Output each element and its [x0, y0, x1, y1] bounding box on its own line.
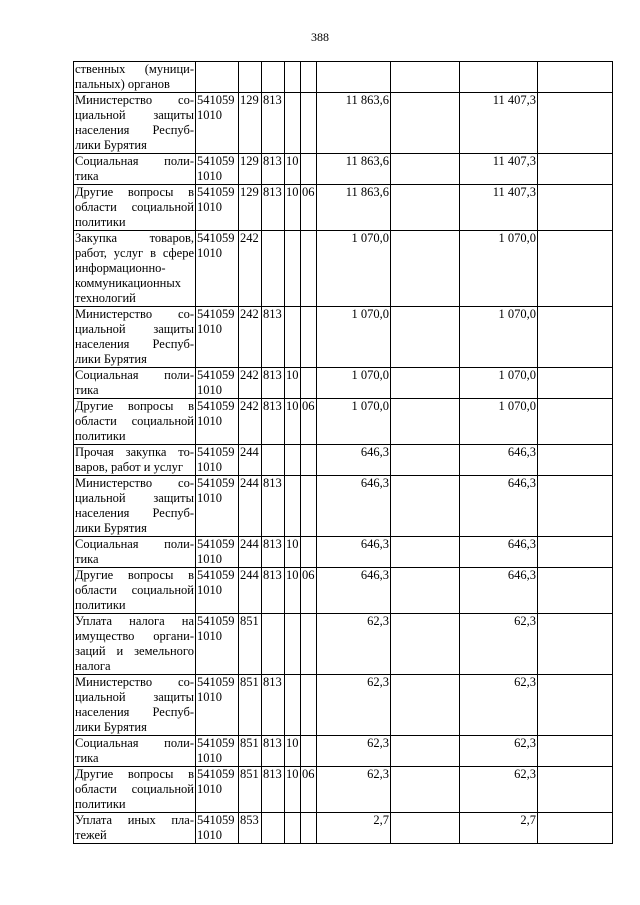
amount-cell-2 — [391, 93, 460, 154]
amount-cell-4 — [538, 537, 613, 568]
target-article-code-cell — [196, 62, 239, 93]
administrator-code-cell: 813 — [262, 568, 285, 614]
amount-cell-3: 11 407,3 — [460, 154, 538, 185]
section-code-cell: 10 — [285, 736, 301, 767]
row-name-cell: Закупка товаров, работ, услуг в сфере информационно-коммуникационных технологий — [75, 231, 194, 305]
row-name-cell: Другие вопросы в области социальной политики — [75, 767, 194, 811]
budget-table — [73, 61, 613, 844]
expense-type-code-cell: 851 — [239, 767, 262, 813]
row-name-cell: Другие вопросы в области социальной политики — [75, 185, 194, 229]
expense-type-code-cell: 851 — [239, 736, 262, 767]
amount-cell-2 — [391, 62, 460, 93]
section-code-cell — [285, 445, 301, 476]
table-row — [74, 154, 613, 185]
target-article-code-cell: 541059 1010 — [196, 231, 239, 307]
target-article-code-cell: 541059 1010 — [196, 614, 239, 675]
amount-cell-1: 646,3 — [317, 568, 391, 614]
amount-cell-3: 62,3 — [460, 767, 538, 813]
target-article-code-cell: 541059 1010 — [196, 736, 239, 767]
table-row — [74, 568, 613, 614]
row-name-cell: Уплата иных пла-тежей — [75, 813, 194, 842]
amount-cell-4 — [538, 767, 613, 813]
amount-cell-4 — [538, 614, 613, 675]
target-article-code-cell: 541059 1010 — [196, 568, 239, 614]
expense-type-code-cell: 851 — [239, 675, 262, 736]
table-row — [74, 614, 613, 675]
target-article-code-cell: 541059 1010 — [196, 445, 239, 476]
amount-cell-4 — [538, 62, 613, 93]
row-name-cell: Министерство со-циальной защиты населения Респуб-лики Бурятия — [75, 675, 194, 734]
amount-cell-4 — [538, 154, 613, 185]
administrator-code-cell: 813 — [262, 767, 285, 813]
row-name-cell: Социальная поли-тика — [75, 154, 194, 183]
table-row — [74, 399, 613, 445]
amount-cell-4 — [538, 476, 613, 537]
amount-cell-2 — [391, 568, 460, 614]
target-article-code-cell: 541059 1010 — [196, 399, 239, 445]
amount-cell-2 — [391, 231, 460, 307]
amount-cell-3: 11 407,3 — [460, 93, 538, 154]
administrator-code-cell — [262, 445, 285, 476]
amount-cell-4 — [538, 568, 613, 614]
subsection-code-cell — [301, 614, 317, 675]
amount-cell-1: 646,3 — [317, 537, 391, 568]
table-row — [74, 736, 613, 767]
expense-type-code-cell: 853 — [239, 813, 262, 844]
table-row — [74, 675, 613, 736]
section-code-cell: 10 — [285, 154, 301, 185]
section-code-cell: 10 — [285, 767, 301, 813]
page-number: 388 — [311, 30, 329, 44]
target-article-code-cell: 541059 1010 — [196, 813, 239, 844]
subsection-code-cell: 06 — [301, 767, 317, 813]
section-code-cell — [285, 93, 301, 154]
amount-cell-4 — [538, 185, 613, 231]
amount-cell-1: 2,7 — [317, 813, 391, 844]
section-code-cell: 10 — [285, 399, 301, 445]
amount-cell-3: 2,7 — [460, 813, 538, 844]
amount-cell-4 — [538, 736, 613, 767]
amount-cell-4 — [538, 307, 613, 368]
table-row — [74, 537, 613, 568]
target-article-code-cell: 541059 1010 — [196, 767, 239, 813]
expense-type-code-cell: 129 — [239, 185, 262, 231]
amount-cell-1: 11 863,6 — [317, 93, 391, 154]
target-article-code-cell: 541059 1010 — [196, 675, 239, 736]
administrator-code-cell: 813 — [262, 93, 285, 154]
amount-cell-3: 62,3 — [460, 675, 538, 736]
subsection-code-cell: 06 — [301, 568, 317, 614]
row-name-cell: Другие вопросы в области социальной политики — [75, 568, 194, 612]
section-code-cell — [285, 813, 301, 844]
expense-type-code-cell: 244 — [239, 476, 262, 537]
subsection-code-cell — [301, 736, 317, 767]
expense-type-code-cell: 129 — [239, 154, 262, 185]
amount-cell-1: 62,3 — [317, 736, 391, 767]
administrator-code-cell: 813 — [262, 154, 285, 185]
row-name-cell: Социальная поли-тика — [75, 537, 194, 566]
amount-cell-4 — [538, 445, 613, 476]
section-code-cell — [285, 231, 301, 307]
subsection-code-cell — [301, 154, 317, 185]
expense-type-code-cell: 242 — [239, 368, 262, 399]
subsection-code-cell — [301, 675, 317, 736]
target-article-code-cell: 541059 1010 — [196, 93, 239, 154]
amount-cell-1: 62,3 — [317, 767, 391, 813]
expense-type-code-cell: 242 — [239, 399, 262, 445]
subsection-code-cell — [301, 537, 317, 568]
amount-cell-3 — [460, 62, 538, 93]
subsection-code-cell — [301, 368, 317, 399]
expense-type-code-cell: 129 — [239, 93, 262, 154]
subsection-code-cell — [301, 62, 317, 93]
table-row — [74, 476, 613, 537]
administrator-code-cell: 813 — [262, 675, 285, 736]
section-code-cell: 10 — [285, 537, 301, 568]
target-article-code-cell: 541059 1010 — [196, 368, 239, 399]
expense-type-code-cell: 244 — [239, 445, 262, 476]
amount-cell-2 — [391, 445, 460, 476]
amount-cell-2 — [391, 537, 460, 568]
amount-cell-3: 646,3 — [460, 476, 538, 537]
section-code-cell: 10 — [285, 368, 301, 399]
administrator-code-cell: 813 — [262, 476, 285, 537]
amount-cell-3: 1 070,0 — [460, 399, 538, 445]
amount-cell-1 — [317, 62, 391, 93]
expense-type-code-cell: 244 — [239, 537, 262, 568]
amount-cell-3: 11 407,3 — [460, 185, 538, 231]
amount-cell-1: 62,3 — [317, 614, 391, 675]
administrator-code-cell — [262, 62, 285, 93]
amount-cell-2 — [391, 185, 460, 231]
table-row — [74, 368, 613, 399]
section-code-cell — [285, 675, 301, 736]
row-name-cell: Социальная поли-тика — [75, 736, 194, 765]
amount-cell-1: 646,3 — [317, 476, 391, 537]
amount-cell-1: 1 070,0 — [317, 307, 391, 368]
amount-cell-1: 1 070,0 — [317, 231, 391, 307]
subsection-code-cell: 06 — [301, 185, 317, 231]
administrator-code-cell: 813 — [262, 399, 285, 445]
amount-cell-1: 1 070,0 — [317, 368, 391, 399]
subsection-code-cell — [301, 445, 317, 476]
amount-cell-1: 11 863,6 — [317, 185, 391, 231]
amount-cell-2 — [391, 154, 460, 185]
target-article-code-cell: 541059 1010 — [196, 154, 239, 185]
target-article-code-cell: 541059 1010 — [196, 307, 239, 368]
amount-cell-2 — [391, 476, 460, 537]
amount-cell-3: 62,3 — [460, 736, 538, 767]
amount-cell-3: 646,3 — [460, 537, 538, 568]
administrator-code-cell: 813 — [262, 537, 285, 568]
amount-cell-2 — [391, 307, 460, 368]
amount-cell-4 — [538, 231, 613, 307]
section-code-cell: 10 — [285, 185, 301, 231]
amount-cell-2 — [391, 767, 460, 813]
amount-cell-4 — [538, 675, 613, 736]
table-row — [74, 813, 613, 844]
amount-cell-2 — [391, 675, 460, 736]
table-row — [74, 93, 613, 154]
amount-cell-2 — [391, 368, 460, 399]
administrator-code-cell — [262, 231, 285, 307]
table-row — [74, 307, 613, 368]
amount-cell-2 — [391, 813, 460, 844]
amount-cell-4 — [538, 399, 613, 445]
amount-cell-2 — [391, 399, 460, 445]
row-name-cell: Прочая закупка то-варов, работ и услуг — [75, 445, 194, 474]
amount-cell-3: 1 070,0 — [460, 368, 538, 399]
amount-cell-3: 646,3 — [460, 445, 538, 476]
section-code-cell — [285, 62, 301, 93]
row-name-cell: Министерство со-циальной защиты населения Респуб-лики Бурятия — [75, 476, 194, 535]
row-name-cell: Другие вопросы в области социальной политики — [75, 399, 194, 443]
amount-cell-4 — [538, 813, 613, 844]
amount-cell-3: 646,3 — [460, 568, 538, 614]
amount-cell-2 — [391, 614, 460, 675]
administrator-code-cell: 813 — [262, 307, 285, 368]
expense-type-code-cell: 851 — [239, 614, 262, 675]
subsection-code-cell: 06 — [301, 399, 317, 445]
table-row — [74, 767, 613, 813]
administrator-code-cell — [262, 614, 285, 675]
subsection-code-cell — [301, 813, 317, 844]
row-name-cell: Министерство со-циальной защиты населения Респуб-лики Бурятия — [75, 307, 194, 366]
administrator-code-cell: 813 — [262, 185, 285, 231]
section-code-cell — [285, 307, 301, 368]
amount-cell-1: 1 070,0 — [317, 399, 391, 445]
expense-type-code-cell: 242 — [239, 307, 262, 368]
expense-type-code-cell — [239, 62, 262, 93]
table-row — [74, 231, 613, 307]
target-article-code-cell: 541059 1010 — [196, 476, 239, 537]
row-name-cell: ственных (муници-пальных) органов — [75, 62, 194, 91]
amount-cell-1: 646,3 — [317, 445, 391, 476]
administrator-code-cell: 813 — [262, 368, 285, 399]
administrator-code-cell: 813 — [262, 736, 285, 767]
amount-cell-3: 1 070,0 — [460, 307, 538, 368]
row-name-cell: Министерство со-циальной защиты населения Респуб-лики Бурятия — [75, 93, 194, 152]
expense-type-code-cell: 242 — [239, 231, 262, 307]
subsection-code-cell — [301, 231, 317, 307]
target-article-code-cell: 541059 1010 — [196, 537, 239, 568]
row-name-cell: Уплата налога на имущество органи-заций и земельного налога — [75, 614, 194, 673]
expense-type-code-cell: 244 — [239, 568, 262, 614]
table-row — [74, 185, 613, 231]
subsection-code-cell — [301, 476, 317, 537]
amount-cell-4 — [538, 368, 613, 399]
section-code-cell — [285, 476, 301, 537]
row-name-cell: Социальная поли-тика — [75, 368, 194, 397]
administrator-code-cell — [262, 813, 285, 844]
amount-cell-3: 1 070,0 — [460, 231, 538, 307]
amount-cell-4 — [538, 93, 613, 154]
table-row — [74, 62, 613, 93]
table-row — [74, 445, 613, 476]
amount-cell-1: 62,3 — [317, 675, 391, 736]
section-code-cell — [285, 614, 301, 675]
subsection-code-cell — [301, 307, 317, 368]
amount-cell-2 — [391, 736, 460, 767]
table-body — [74, 62, 613, 844]
amount-cell-1: 11 863,6 — [317, 154, 391, 185]
subsection-code-cell — [301, 93, 317, 154]
amount-cell-3: 62,3 — [460, 614, 538, 675]
target-article-code-cell: 541059 1010 — [196, 185, 239, 231]
section-code-cell: 10 — [285, 568, 301, 614]
